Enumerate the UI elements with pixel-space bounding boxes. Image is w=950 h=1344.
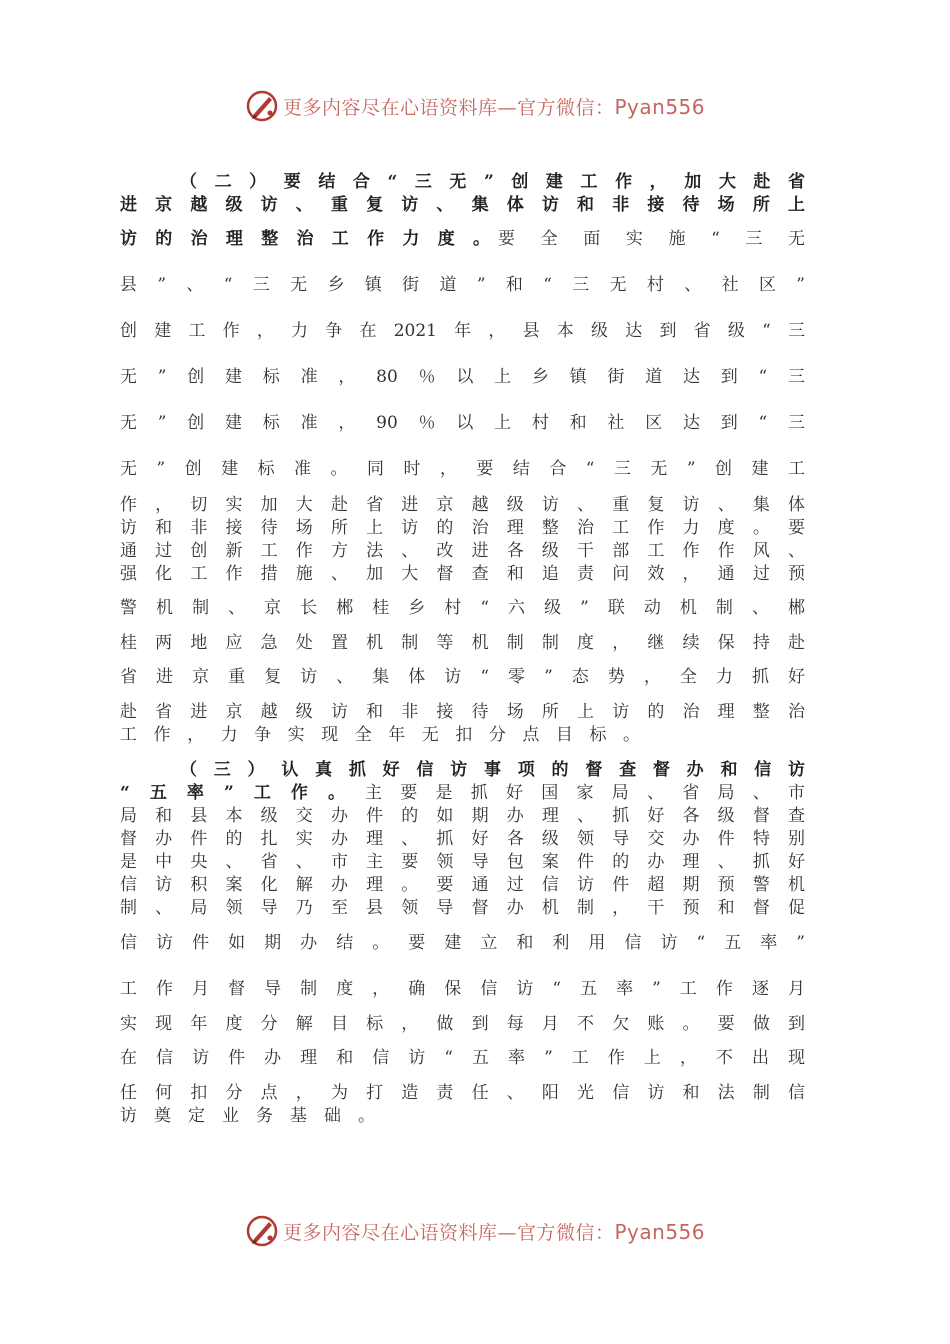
text-line: 访的治理整治工作力度。 (120, 229, 490, 249)
text-line: 进京越级访、重复访、集体访和非接待场所上 (120, 195, 805, 215)
pen-logo-icon (245, 89, 279, 123)
text-line: 信访积案化解办理。要通过信访件超期预警机 (120, 875, 805, 895)
text-line: 在信访件办理和信访“五率”工作上，不出现 (120, 1048, 805, 1068)
text-line: 任何扣分点，为打造责任、阳光信访和法制信 (120, 1083, 805, 1103)
text-line: 实现年度分解目标，做到每月不欠账。要做到 (120, 1014, 805, 1034)
text-line: （二）要结合“三无”创建工作，加大赴省 (180, 172, 805, 192)
text-line: 主要是抓好国家局、省局、市 (365, 783, 805, 803)
text-line: 无”创建标准。同时，要结合“三无”创建工 (120, 459, 805, 479)
bottom-watermark-banner (0, 1211, 950, 1251)
text-line: 无”创建标准，90％以上村和社区达到“三 (120, 413, 805, 433)
text-line: 强化工作措施、加大督查和追责问效，通过预 (120, 564, 805, 584)
text-line: 局和县本级交办件的如期办理、抓好各级督查 (120, 806, 805, 826)
text-line: 省进京重复访、集体访“零”态势，全力抓好 (120, 667, 805, 687)
text-line: 赴省进京越级访和非接待场所上访的治理整治 (120, 702, 805, 722)
text-line: 通过创新工作方法、改进各级干部工作作风、 (120, 541, 805, 561)
text-line: 要全面实施“三无 (498, 229, 805, 249)
pen-logo-icon (245, 1214, 279, 1248)
text-line: 访奠定业务基础。 (120, 1106, 375, 1126)
text-line: （三）认真抓好信访事项的督查督办和信访 (180, 760, 805, 780)
text-line: 警机制、京长郴桂乡村“六级”联动机制、郴 (120, 598, 805, 618)
text-line: 工作月督导制度，确保信访“五率”工作逐月 (120, 979, 805, 999)
text-line: 创建工作，力争在2021年，县本级达到省级“三 (120, 321, 805, 341)
banner-text: 更多内容尽在心语资料库—官方微信： (282, 96, 615, 119)
text-line: 信访件如期办结。要建立和利用信访“五率” (120, 933, 805, 953)
text-line: 工作，力争实现全年无扣分点目标。 (120, 725, 640, 745)
text-line: 桂两地应急处置机制等机制制度，继续保持赴 (120, 633, 805, 653)
text-line: “五率”工作。 (120, 783, 345, 803)
text-line: 访和非接待场所上访的治理整治工作力度。要 (120, 518, 805, 538)
top-watermark-banner (0, 86, 950, 126)
banner-wechat-id: Pyan556 (614, 94, 706, 119)
banner-wechat-id: Pyan556 (614, 1219, 706, 1244)
text-line: 无”创建标准，80％以上乡镇街道达到“三 (120, 367, 805, 387)
text-line: 是中央、省、市主要领导包案件的办理、抓好 (120, 852, 805, 872)
text-line: 督办件的扎实办理、抓好各级领导交办件特别 (120, 829, 805, 849)
text-line: 县”、“三无乡镇街道”和“三无村、社区” (120, 275, 805, 295)
text-line: 制、局领导乃至县领导督办机制，干预和督促 (120, 898, 805, 918)
text-line: 作，切实加大赴省进京越级访、重复访、集体 (120, 495, 805, 515)
banner-text: 更多内容尽在心语资料库—官方微信： (282, 1221, 615, 1244)
